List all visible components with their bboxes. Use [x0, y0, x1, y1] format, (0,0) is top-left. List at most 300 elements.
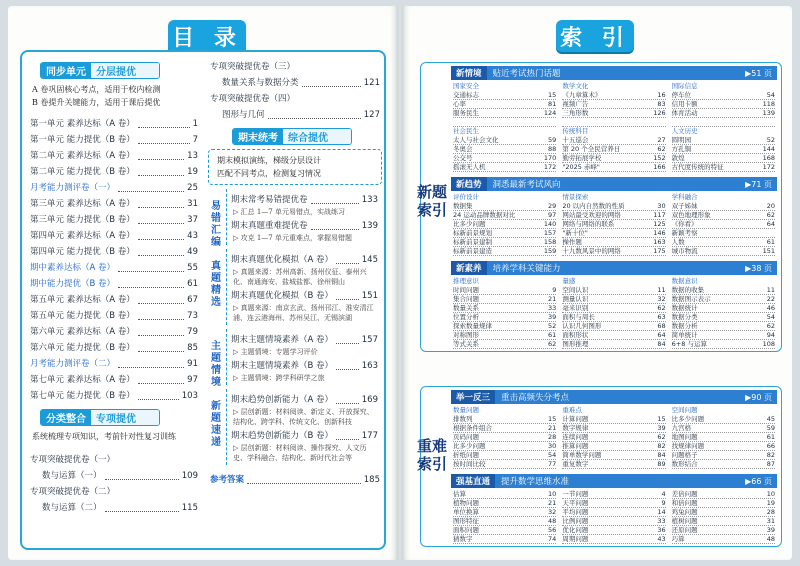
- toc-list-classify: [28, 451, 200, 515]
- section-note: 期末模拟演练，梯级分层设计 匹配不同考点，检测复习情况: [217, 156, 321, 178]
- toc-list-sync: [28, 115, 200, 403]
- index-item[interactable]: [672, 109, 775, 118]
- index-item-label: 植树问题: [671, 517, 698, 525]
- section-note: A 卷巩固核心考点，适用于校内检测 B 卷提升关键能力，适用于课后提优: [32, 85, 161, 107]
- index-item-page: 28: [766, 508, 775, 516]
- index-column: [562, 193, 665, 256]
- index-item-page: 88: [548, 145, 557, 153]
- toc-row-label: 期末主题情境素养（B 卷）: [231, 361, 334, 371]
- leader-dots: [138, 335, 184, 336]
- index-item-label: 比多少问题: [453, 442, 486, 450]
- index-side-label: 新题索引: [417, 183, 448, 219]
- index-item-label: 集合问题: [453, 295, 479, 303]
- index-item-label: 视频广告: [562, 100, 589, 108]
- index-item-page: 48: [766, 535, 775, 543]
- index-item-page: 140: [543, 220, 557, 228]
- toc-row-page: 157: [361, 335, 378, 345]
- leader-dots: [118, 287, 184, 288]
- toc-row-label: 第七单元 素养达标（A 卷）: [30, 375, 135, 385]
- index-item[interactable]: [672, 91, 775, 100]
- index-item[interactable]: [562, 91, 665, 100]
- index-item[interactable]: [672, 499, 775, 508]
- index-item[interactable]: [453, 517, 556, 526]
- toc-row[interactable]: [28, 371, 200, 387]
- toc-row[interactable]: [28, 211, 200, 227]
- index-item-page: 59: [548, 136, 557, 144]
- index-item[interactable]: [672, 220, 775, 229]
- index-item[interactable]: [672, 508, 775, 517]
- index-item-page: 54: [548, 451, 557, 459]
- index-item-page: 27: [657, 136, 666, 144]
- index-item-label: 标新前景建制: [453, 238, 492, 246]
- toc-row[interactable]: [227, 391, 380, 407]
- toc-row[interactable]: [208, 74, 382, 90]
- toc-row-label: 图形与几何: [222, 110, 265, 120]
- toc-row[interactable]: [227, 427, 380, 443]
- index-item-page: 15: [548, 91, 557, 99]
- toc-row-label: 专项突破提优卷（二）: [30, 487, 116, 497]
- index-item[interactable]: [672, 238, 775, 247]
- index-item-label: 位置分析: [453, 313, 479, 321]
- index-item-label: 计算问题: [562, 415, 589, 423]
- final-groups: [208, 189, 382, 465]
- index-item-label: 按时间比较: [453, 460, 486, 468]
- index-item-page: 84: [657, 340, 666, 348]
- index-item[interactable]: [453, 415, 556, 424]
- index-item[interactable]: [453, 163, 556, 172]
- index-item-page: [650, 118, 666, 126]
- leader-dots: [138, 383, 184, 384]
- index-item[interactable]: [562, 154, 665, 163]
- index-item-page: 158: [543, 238, 557, 246]
- toc-row-label: 月考能力测评卷（一）: [30, 183, 116, 193]
- index-item-page: [540, 118, 556, 126]
- index-bar-page: ▶71 页: [745, 179, 772, 189]
- index-item[interactable]: [672, 295, 775, 304]
- toc-row[interactable]: [208, 90, 382, 106]
- index-bar-tag: 新素养: [451, 261, 487, 275]
- toc-row[interactable]: [28, 275, 200, 291]
- index-item-label: 数据统计: [671, 304, 698, 312]
- index-item-label: 优化问题: [562, 526, 589, 534]
- index-item[interactable]: [562, 460, 665, 469]
- index-item-page: 81: [548, 100, 557, 108]
- toc-row[interactable]: [28, 147, 200, 163]
- toc-row[interactable]: [28, 259, 200, 275]
- index-item[interactable]: [453, 460, 556, 469]
- toc-row[interactable]: [28, 179, 200, 195]
- index-item[interactable]: [672, 247, 775, 256]
- index-item-page: 144: [762, 145, 775, 153]
- index-item[interactable]: [562, 220, 665, 229]
- index-item[interactable]: [453, 286, 556, 295]
- toc-row[interactable]: [28, 163, 200, 179]
- leader-dots: [138, 159, 184, 160]
- index-bar-page: ▶38 页: [745, 263, 772, 273]
- toc-row-label: 专项突破提优卷（四）: [210, 94, 296, 104]
- index-item[interactable]: [562, 163, 665, 172]
- index-item[interactable]: [562, 145, 665, 154]
- index-column: [672, 406, 775, 469]
- toc-row[interactable]: [208, 58, 382, 74]
- toc-row-page: 73: [187, 311, 198, 321]
- index-item-page: 97: [548, 211, 557, 219]
- index-item-label: 标新前景规划: [453, 229, 492, 237]
- group-side-tag: 真题精选: [211, 261, 221, 308]
- index-item-label: 数形结合: [671, 460, 698, 468]
- index-category: 量感: [562, 277, 576, 285]
- index-item-page: 172: [543, 163, 557, 171]
- index-item-page: 82: [657, 442, 666, 450]
- toc-row[interactable]: [28, 467, 200, 483]
- index-column: [453, 490, 556, 544]
- toc-row[interactable]: [28, 451, 200, 467]
- toc-row[interactable]: [227, 331, 380, 347]
- index-grid: [451, 488, 777, 546]
- index-item[interactable]: [562, 286, 665, 295]
- index-item[interactable]: [453, 340, 556, 349]
- index-item[interactable]: [672, 145, 775, 154]
- index-item[interactable]: [453, 91, 556, 100]
- leader-dots: [138, 303, 184, 304]
- toc-row[interactable]: [227, 251, 380, 267]
- index-item-label: 页码问题: [453, 433, 479, 441]
- index-item[interactable]: [453, 490, 556, 499]
- toc-row-label: 月考能力测评卷（二）: [30, 359, 116, 369]
- index-category: 推理意识: [453, 277, 479, 285]
- index-item[interactable]: [453, 109, 556, 118]
- index-item-page: 28: [548, 433, 557, 441]
- toc-row[interactable]: [28, 131, 200, 147]
- index-item-label: 天平问题: [562, 499, 589, 507]
- toc-row[interactable]: [28, 307, 200, 323]
- index-item[interactable]: [453, 136, 556, 145]
- index-item-label: 找规律问题: [671, 442, 705, 450]
- index-item[interactable]: [453, 535, 556, 544]
- index-item[interactable]: [562, 424, 665, 433]
- group-side-tag: 主题情境: [211, 341, 221, 388]
- toc-row[interactable]: [28, 115, 200, 131]
- index-grid: [451, 191, 777, 258]
- index-item-page: 89: [657, 460, 666, 468]
- index-item-label: 三角形数: [562, 109, 589, 117]
- index-item[interactable]: [672, 136, 775, 145]
- index-category: 空间问题: [671, 406, 698, 414]
- index-bar-desc: 洞悉最新考试风向: [492, 180, 561, 190]
- index-item-page: 20: [766, 202, 775, 210]
- index-item-page: 21: [548, 295, 557, 303]
- index-item[interactable]: [562, 508, 665, 517]
- leader-dots: [336, 343, 359, 344]
- toc-row[interactable]: [28, 323, 200, 339]
- section-head-part2: 分层提优: [91, 63, 159, 78]
- index-item[interactable]: [672, 442, 775, 451]
- index-bar-tag: 新趋势: [451, 177, 487, 191]
- index-item[interactable]: [453, 229, 556, 238]
- index-item-label: 数字规律: [562, 424, 589, 432]
- index-item-page: 45: [766, 415, 775, 423]
- index-item[interactable]: [562, 517, 665, 526]
- index-item[interactable]: [453, 211, 556, 220]
- index-item[interactable]: [453, 508, 556, 517]
- index-item-label: 交通标志: [453, 91, 479, 99]
- toc-row[interactable]: [227, 357, 380, 373]
- toc-row-label: 第四单元 素养达标（A 卷）: [30, 231, 135, 241]
- toc-row-page: 13: [187, 151, 198, 161]
- index-item[interactable]: [562, 499, 665, 508]
- index-item-label: 鸡兔问题: [671, 508, 698, 516]
- index-item-page: 15: [548, 415, 557, 423]
- group-note: ▷ 汇总 1—7 单元易错点，实战练习: [233, 208, 345, 216]
- index-item-label: 面积与周长: [562, 313, 595, 321]
- index-item[interactable]: [453, 154, 556, 163]
- toc-row[interactable]: [28, 227, 200, 243]
- index-item-label: 探索数量规律: [453, 322, 492, 330]
- index-item[interactable]: [453, 145, 556, 154]
- index-item-label: [453, 118, 540, 126]
- toc-row[interactable]: [28, 339, 200, 355]
- index-grid: [451, 80, 777, 174]
- index-item[interactable]: [562, 433, 665, 442]
- index-item[interactable]: [672, 154, 775, 163]
- index-item-page: 117: [653, 211, 666, 219]
- toc-row-label: 期末真题重难提优卷: [231, 221, 308, 231]
- toc-row-label: 期中能力提优（B 卷）: [30, 279, 116, 289]
- toc-row[interactable]: [28, 355, 200, 371]
- index-bar-tag: 新情境: [451, 66, 487, 80]
- index-item[interactable]: [453, 238, 556, 247]
- toc-row[interactable]: [208, 106, 382, 122]
- index-item-page: 83: [657, 100, 666, 108]
- index-item[interactable]: [453, 433, 556, 442]
- toc-row[interactable]: [227, 217, 380, 233]
- index-item[interactable]: [562, 313, 665, 322]
- index-category: 社会民生: [453, 127, 479, 135]
- index-item-page: 139: [762, 109, 775, 117]
- toc-row-label: 第六单元 能力提优（B 卷）: [30, 343, 135, 353]
- index-item[interactable]: [453, 442, 556, 451]
- index-item[interactable]: [453, 247, 556, 256]
- index-item-label: 冬奥会: [453, 145, 473, 153]
- index-item[interactable]: [672, 526, 775, 535]
- leader-dots: [105, 511, 179, 512]
- toc-row[interactable]: [28, 483, 200, 499]
- final-group: [211, 329, 382, 388]
- index-item[interactable]: [453, 220, 556, 229]
- index-item[interactable]: [453, 331, 556, 340]
- index-item[interactable]: [672, 100, 775, 109]
- leader-dots: [247, 483, 361, 484]
- toc-row-label: 第五单元 能力提优（B 卷）: [30, 311, 135, 321]
- index-item[interactable]: [672, 340, 775, 349]
- index-item-page: 61: [548, 331, 557, 339]
- index-item-label: 双色地理形象: [671, 211, 711, 219]
- index-item[interactable]: [453, 424, 556, 433]
- index-item-label: 图形特征: [453, 517, 479, 525]
- index-item[interactable]: [453, 304, 556, 313]
- index-item[interactable]: [453, 202, 556, 211]
- index-item-label: 停车位: [671, 91, 692, 99]
- index-item-page: 62: [766, 211, 775, 219]
- toc-row[interactable]: [28, 243, 200, 259]
- group-note: ▷ 真题来源：苏州高新、扬州仪征、泰州兴化、南通海安、盐城盐都、徐州铜山: [233, 268, 367, 286]
- toc-row[interactable]: [28, 499, 200, 515]
- index-item-page: 29: [548, 202, 557, 210]
- toc-row-page: 133: [361, 195, 378, 205]
- index-item[interactable]: [562, 340, 665, 349]
- index-item-label: 20 以内自然数的性质: [562, 202, 625, 210]
- index-item-label: 数据分类: [671, 313, 698, 321]
- index-item-page: 151: [762, 247, 775, 255]
- toc-row[interactable]: [28, 195, 200, 211]
- index-item-label: 简单统计: [671, 331, 698, 339]
- index-item[interactable]: [672, 490, 775, 499]
- index-item-page: 11: [657, 286, 666, 294]
- index-item[interactable]: [453, 451, 556, 460]
- index-item[interactable]: [562, 100, 665, 109]
- index-item[interactable]: [672, 229, 775, 238]
- index-item-label: 比多少问题: [671, 415, 705, 423]
- leader-dots: [118, 367, 184, 368]
- toc-row-label: 数量关系与数据分类: [222, 78, 299, 88]
- index-item[interactable]: [562, 136, 665, 145]
- index-item-label: 信用卡额: [671, 100, 698, 108]
- index-item[interactable]: [562, 109, 665, 118]
- group-note: ▷ 主题情境：专题学习评价: [233, 348, 318, 356]
- index-item-page: 9: [661, 499, 666, 507]
- index-item[interactable]: [672, 517, 775, 526]
- index-item[interactable]: [562, 490, 665, 499]
- index-item-page: 46: [766, 304, 775, 312]
- index-item[interactable]: [672, 433, 775, 442]
- index-item[interactable]: [562, 442, 665, 451]
- index-item[interactable]: [672, 460, 775, 469]
- index-bar[interactable]: [451, 261, 777, 275]
- index-item[interactable]: [562, 229, 665, 238]
- index-item[interactable]: [562, 211, 665, 220]
- index-item[interactable]: [453, 295, 556, 304]
- index-item-page: 62: [657, 304, 666, 312]
- index-item-label: 网络与网络的联系: [562, 220, 615, 228]
- index-item[interactable]: [562, 415, 665, 424]
- leader-dots: [118, 271, 184, 272]
- index-item-page: 125: [653, 220, 666, 228]
- index-item-label: 差倍问题: [671, 490, 698, 498]
- index-item[interactable]: [672, 322, 775, 331]
- index-item-page: 170: [543, 154, 557, 162]
- index-item[interactable]: [562, 304, 665, 313]
- toc-row[interactable]: [227, 287, 380, 303]
- index-item-label: 植物问题: [453, 499, 479, 507]
- index-item-label: 重复数字: [562, 460, 589, 468]
- index-item-page: 64: [657, 331, 666, 339]
- toc-row-label: 期中素养达标（A 卷）: [30, 263, 116, 273]
- index-item[interactable]: [562, 526, 665, 535]
- index-item-label: 简单数学问题: [562, 451, 602, 459]
- index-item-page: 63: [657, 313, 666, 321]
- index-item-label: 测量认识: [562, 295, 589, 303]
- toc-row-page: 139: [361, 221, 378, 231]
- toc-row-label: 参考答案: [210, 475, 245, 485]
- toc-row-page: 103: [181, 391, 198, 401]
- toc-row-page: 169: [361, 395, 378, 405]
- toc-row-label: 第三单元 能力提优（B 卷）: [30, 215, 135, 225]
- index-item[interactable]: [453, 100, 556, 109]
- index-item-page: 68: [657, 322, 666, 330]
- index-item[interactable]: [453, 118, 556, 127]
- index-bar[interactable]: [451, 390, 777, 404]
- index-item[interactable]: [562, 322, 665, 331]
- index-item[interactable]: [562, 331, 665, 340]
- index-column: [672, 490, 775, 544]
- index-item[interactable]: [672, 118, 775, 127]
- section-head-part1: 分类整合: [41, 410, 91, 425]
- index-grid: [451, 404, 777, 471]
- index-item-label: 认识几何图形: [562, 322, 602, 330]
- index-item[interactable]: [672, 535, 775, 544]
- toc-row[interactable]: [28, 291, 200, 307]
- index-item[interactable]: [672, 202, 775, 211]
- toc-column-2: [208, 58, 382, 487]
- index-bar[interactable]: [451, 66, 777, 80]
- index-item-page: 33: [657, 517, 666, 525]
- toc-row[interactable]: [28, 387, 200, 403]
- index-item-label: [672, 118, 759, 126]
- index-item[interactable]: [672, 331, 775, 340]
- index-item-label: "新十位": [562, 229, 588, 237]
- index-item[interactable]: [562, 238, 665, 247]
- index-item[interactable]: [562, 118, 665, 127]
- index-item-label: 地图问题: [671, 433, 698, 441]
- index-item[interactable]: [672, 286, 775, 295]
- toc-row-label: 数与运算（一）: [42, 471, 102, 481]
- index-item[interactable]: [672, 451, 775, 460]
- index-item[interactable]: [672, 163, 775, 172]
- index-category: 评价设计: [453, 193, 479, 201]
- index-item[interactable]: [562, 295, 665, 304]
- index-item-page: [759, 118, 775, 126]
- index-item-page: 9: [552, 286, 557, 294]
- toc-row[interactable]: [227, 191, 380, 207]
- index-item-label: 折纸问题: [453, 451, 479, 459]
- index-item[interactable]: [672, 211, 775, 220]
- index-item[interactable]: [562, 247, 665, 256]
- index-item[interactable]: [562, 535, 665, 544]
- index-item[interactable]: [562, 451, 665, 460]
- index-item[interactable]: [453, 313, 556, 322]
- index-bar[interactable]: [451, 177, 777, 191]
- index-item[interactable]: [453, 322, 556, 331]
- index-item-label: 还原问题: [671, 526, 698, 534]
- index-item[interactable]: [672, 424, 775, 433]
- index-item[interactable]: [672, 313, 775, 322]
- index-item[interactable]: [453, 526, 556, 535]
- index-item-label: 时间问题: [453, 286, 479, 294]
- index-item[interactable]: [672, 304, 775, 313]
- index-bar[interactable]: [451, 474, 777, 488]
- index-item-page: 59: [766, 424, 775, 432]
- index-item-page: 32: [657, 295, 666, 303]
- index-item[interactable]: [453, 499, 556, 508]
- index-item[interactable]: [672, 415, 775, 424]
- index-item[interactable]: [562, 202, 665, 211]
- toc-row-page: 25: [187, 183, 198, 193]
- index-item-page: 172: [762, 163, 775, 171]
- index-item-page: 62: [657, 433, 666, 441]
- toc-row-answer[interactable]: [208, 471, 382, 487]
- leader-dots: [302, 86, 361, 87]
- toc-row-page: 1: [192, 119, 198, 129]
